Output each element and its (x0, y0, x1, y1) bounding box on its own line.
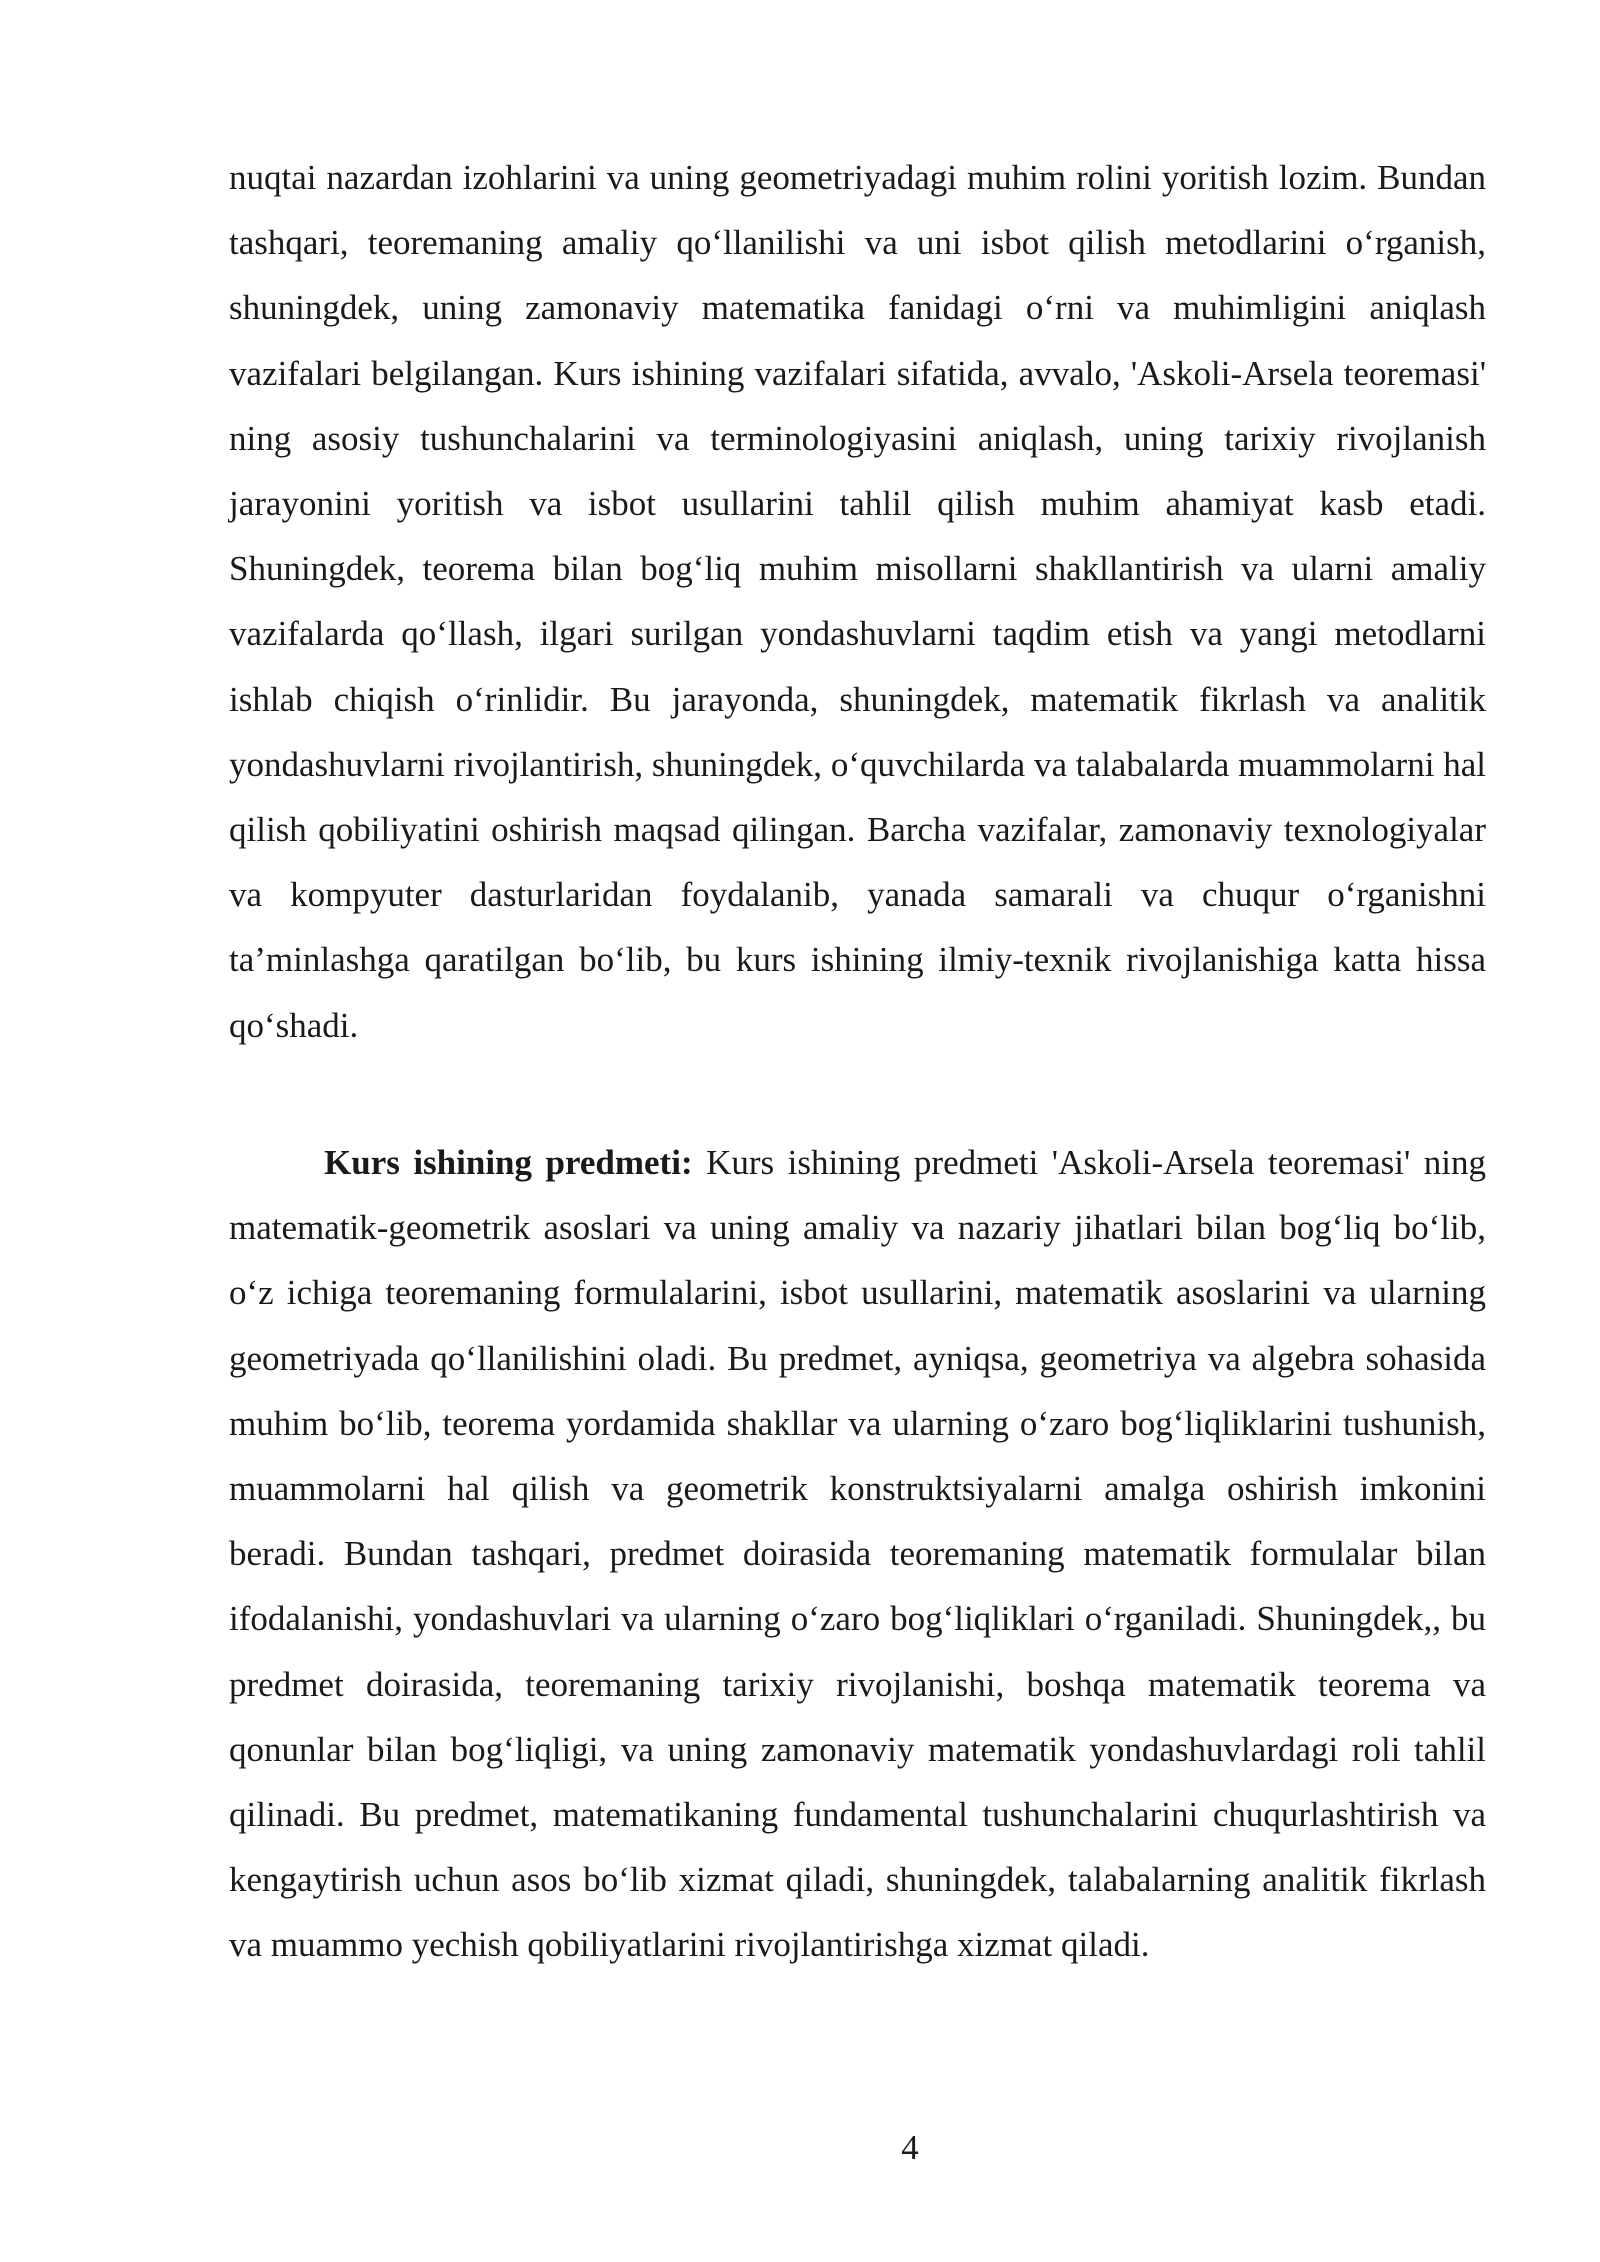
page-number: 4 (901, 2128, 919, 2167)
subject-paragraph (229, 1130, 1486, 1978)
body-paragraph: nuqtai nazardan izohlarini va uning geometriyadagi muhim rolini yoritish lozim. Bundan tashqari, teoremaning amaliy qo‘llanilishi va uni isbot qilish metodlarini o‘rganish, shuningdek, uning zamonaviy matematika fanidagi o‘rni va muhimligini aniqlash vazifalari belgilangan. Kurs ishining vazifalari sifatida, avvalo, 'Askoli-Arsela teoremasi' ning asosiy tushunchalarini va terminologiyasini aniqlash, uning tarixiy rivojlanish jarayonini yoritish va isbot usullarini tahlil qilish muhim ahamiyat kasb etadi. Shuningdek, teorema bilan bog‘liq muhim misollarni shakllantirish va ularni amaliy vazifalarda qo‘llash, ilgari surilgan yondashuvlarni taqdim etish va yangi metodlarni ishlab chiqish o‘rinlidir. Bu jarayonda, shuningdek, matematik fikrlash va analitik yondashuvlarni rivojlantirish, shuningdek, o‘quvchilarda va talabalarda muammolarni hal qilish qobiliyatini oshirish maqsad qilingan. Barcha vazifalar, zamonaviy texnologiyalar va kompyuter dasturlaridan foydalanib, yanada samarali va chuqur o‘rganishni ta’minlashga qaratilgan bo‘lib, bu kurs ishining ilmiy-texnik rivojlanishiga katta hissa qo‘shadi. (229, 158, 1486, 1045)
subject-heading: Kurs ishining predmeti: (324, 1143, 693, 1182)
subject-paragraph-body: Kurs ishining predmeti 'Askoli-Arsela teoremasi' ning matematik-geometrik asoslari va uning amaliy va nazariy jihatlari bilan bog‘liq bo‘lib, o‘z ichiga teoremaning formulalarini, isbot usullarini, matematik asoslarini va ularning geometriyada qo‘llanilishini oladi. Bu predmet, ayniqsa, geometriya va algebra sohasida muhim bo‘lib, teorema yordamida shakllar va ularning o‘zaro bog‘liqliklarini tushunish, muammolarni hal qilish va geometrik konstruktsiyalarni amalga oshirish imkonini beradi. Bundan tashqari, predmet doirasida teoremaning matematik formulalar bilan ifodalanishi, yondashuvlari va ularning o‘zaro bog‘liqliklari o‘rganiladi. Shuningdek,, bu predmet doirasida, teoremaning tarixiy rivojlanishi, boshqa matematik teorema va qonunlar bilan bog‘liqligi, va uning zamonaviy matematik yondashuvlardagi roli tahlil qilinadi. Bu predmet, matematikaning fundamental tushunchalarini chuqurlashtirish va kengaytirish uchun asos bo‘lib xizmat qiladi, shuningdek, talabalarning analitik fikrlash va muammo yechish qobiliyatlarini rivojlantirishga xizmat qiladi. (229, 1143, 1486, 1965)
